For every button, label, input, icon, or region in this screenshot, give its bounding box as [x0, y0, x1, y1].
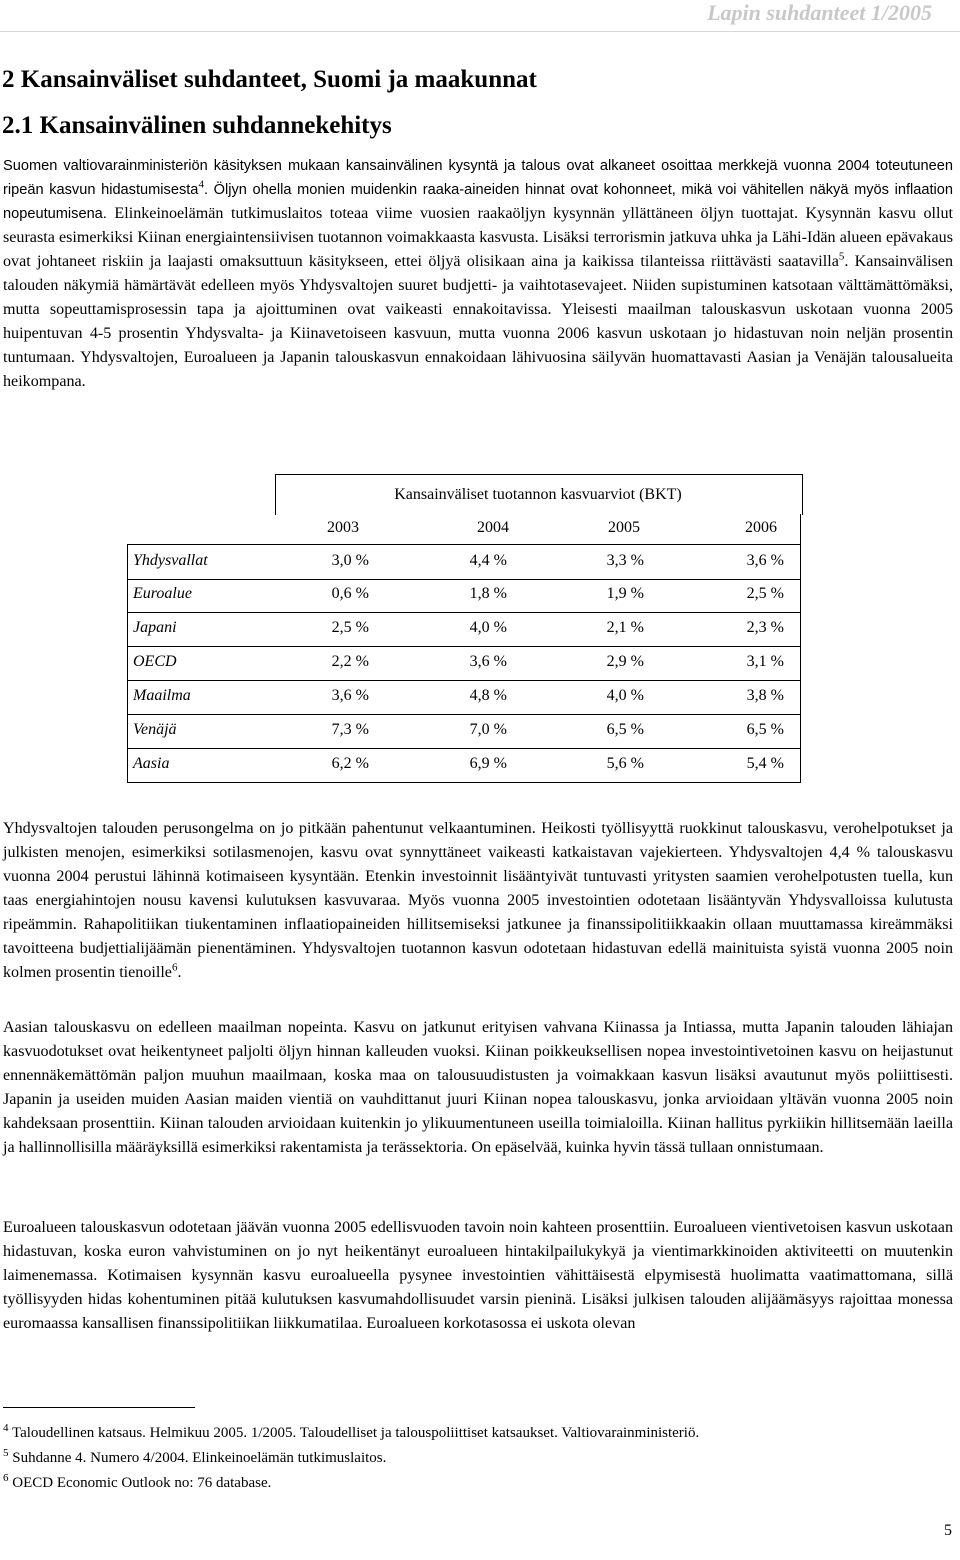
country-label: Venäjä [133, 721, 177, 738]
table-cell: 2,3 % [746, 619, 784, 636]
table-cell: 4,4 % [469, 552, 507, 569]
table-cell: 4,0 % [469, 619, 507, 636]
table-row [127, 646, 801, 681]
table-year-header [127, 519, 801, 543]
paragraph-2: Yhdysvaltojen talouden perusongelma on jo pitkään pahentunut velkaantuminen. Heikosti työllisyyttä ruokkinut talouskasvu, verohelpotukset ja julkisten menojen, esimerkiksi sotilasmenojen, kasvu ovat synnyttäneet vaikeasti katkaistavan vajekierteen. Yhdysvaltojen 4,4 % talouskasvu vuonna 2004 perustui lähinnä kotimaiseen kysyntään. Etenkin investoinnit lisääntyivät tuntuvasti yritysten saamien verohelpotusten tuella, kun taas energiahintojen nousu kavensi kulutuksen kasvuvaraa. Myös vuonna 2005 investointien odotetaan lisääntyvän Yhdysvalloissa kulutusta ripeämmin. Rahapolitiikan tiukentaminen inflaatiopaineiden hillitsemiseksi jatkunee ja finanssipolitiikkaakin ollaan muuttamassa kireämmäksi tavoitteena budjettialijäämän pienentäminen. Yhdysvaltojen tuotannon kasvun odotetaan hidastuvan edellä mainituista syistä vuonna 2005 noin kolmen prosentin tienoille$^6$. [3, 820, 953, 981]
table-cell: 3,8 % [746, 687, 784, 704]
section-heading: 2 Kansainväliset suhdanteet, Suomi ja maakunnat [2, 66, 537, 93]
table-cell: 3,6 % [469, 653, 507, 670]
year-header: 2003 [327, 519, 359, 536]
country-label: Maailma [133, 687, 191, 704]
table-cell: 7,3 % [331, 721, 369, 738]
table-cell: 3,6 % [746, 552, 784, 569]
table-row [127, 612, 801, 647]
footnote: $^5$ Suhdanne 4. Numero 4/2004. Elinkeinoelämän tutkimuslaitos. [3, 1447, 387, 1466]
table-cell: 6,2 % [331, 755, 369, 772]
footnote: $^6$ OECD Economic Outlook no: 76 database. [3, 1472, 272, 1491]
footnote-ref-4: 4 [198, 178, 204, 191]
table-cell: 3,6 % [331, 687, 369, 704]
table-row [127, 714, 801, 749]
table-cell: 0,6 % [331, 585, 369, 602]
table-cell: 2,9 % [606, 653, 644, 670]
table-row [127, 680, 801, 715]
table-cell: 6,5 % [606, 721, 644, 738]
table-cell: 5,4 % [746, 755, 784, 772]
paragraph-1: Suomen valtiovarainministeriön käsityksen mukaan kansainvälinen kysyntä ja talous ovat alkaneet osoittaa merkkejä vuonna 2004 toteutuneen ripeän kasvun hidastumisesta$^4$. Öljyn ohella monien muidenkin raaka-aineiden hinnat ovat kohonneet, mikä voi vähitellen näkyä myös inflaation nopeutumisena. Elinkeinoelämän tutkimuslaitos toteaa viime vuosien raakaöljyn kysynnän yllättäneen öljyn tuottajat. Kysynnän kasvu ollut seurasta esimerkiksi Kiinan energiaintensiivisen tuotannon voimakkaasta kasvusta. Lisäksi terrorismin jatkuva uhka ja Lähi-Idän alueen epävakaus ovat johtaneet riskiin ja laajasti omaksuttuun käsitykseen, ettei öljyä olisikaan aina ja kaikissa tilanteissa riittävästi saatavilla$^5$. Kansainvälisen talouden näkymiä hämärtävät edelleen myös Yhdysvaltojen suuret budjetti- ja vaihtotasevajeet. Niiden supistuminen katsotaan välttämättömäksi, mutta sopeuttamisprosessin tapa ja ajoittuminen ovat vaikeasti ennakoitavissa. Yleisesti maailman talouskasvun uskotaan vuonna 2005 huipentuvan 4-5 prosentin Yhdysvalta- ja Kiinavetoiseen kasvuun, mutta vuonna 2006 kasvun uskotaan jo hidastuvan noin neljän prosentin tuntumaan. Yhdysvaltojen, Euroalueen ja Japanin talouskasvun ennakoidaan lähivuosina säilyvän huomattavasti Aasian ja Venäjän talousalueita heikompana. [3, 158, 953, 390]
table-cell: 5,6 % [606, 755, 644, 772]
table-cell: 2,5 % [331, 619, 369, 636]
table-cell: 2,5 % [746, 585, 784, 602]
table-cell: 3,1 % [746, 653, 784, 670]
footnote-ref-5: 5 [838, 250, 845, 263]
year-header: 2004 [477, 519, 509, 536]
table-cell: 3,3 % [606, 552, 644, 569]
table-cell: 2,1 % [606, 619, 644, 636]
subsection-heading: 2.1 Kansainvälinen suhdannekehitys [2, 112, 392, 139]
header-rule [0, 31, 960, 32]
table-cell: 6,5 % [746, 721, 784, 738]
footnote-ref-6: 6 [171, 961, 178, 974]
table-title: Kansainväliset tuotannon kasvuarviot (BKT) [394, 486, 682, 503]
table-cell: 4,0 % [606, 687, 644, 704]
table-cell: 3,0 % [331, 552, 369, 569]
country-label: Aasia [133, 755, 170, 772]
table-row [127, 578, 801, 613]
country-label: Japani [133, 619, 177, 636]
table-row [127, 544, 801, 580]
year-header: 2005 [608, 519, 640, 536]
table-cell: 1,9 % [606, 585, 644, 602]
footnote-rule [3, 1407, 195, 1408]
table-cell: 1,8 % [469, 585, 507, 602]
table-cell: 4,8 % [469, 687, 507, 704]
table-cell: 6,9 % [469, 755, 507, 772]
country-label: Yhdysvallat [133, 552, 208, 569]
page-number: 5 [944, 1522, 952, 1539]
footnote: $^4$ Taloudellinen katsaus. Helmikuu 2005. 1/2005. Taloudelliset ja talouspoliittiset katsaukset. Valtiovarainministeriö. [3, 1422, 700, 1441]
table-cell: 2,2 % [331, 653, 369, 670]
year-header: 2006 [745, 519, 777, 536]
country-label: OECD [133, 653, 177, 670]
paragraph-4: Euroalueen talouskasvun odotetaan jäävän vuonna 2005 edellisvuoden tavoin noin kahteen prosenttiin. Euroalueen vientivetoisen kasvun uskotaan hidastuvan, koska euron vahvistuminen on jo nyt heikentänyt euroalueen hintakilpailukykyä ja vientimarkkinoiden aktiviteetti on muutenkin laimenemassa. Kotimaisen kysynnän kasvu euroalueella pysynee investointien vähittäisestä elpymisestä huolimatta vaatimattomana, sillä työllisyyden hidas kohentuminen pitää kulutuksen kasvumahdollisuudet varsin pieninä. Lisäksi julkisen talouden alijäämäsyys rajoittaa monessa euromaassa kansallisen finanssipolitiikan liikkumatilaa. Euroalueen korkotasossa ei uskota olevan [3, 1219, 953, 1332]
paragraph-3: Aasian talouskasvu on edelleen maailman nopeinta. Kasvu on jatkunut erityisen vahvana Kiinassa ja Intiassa, mutta Japanin talouden lähiajan kasvuodotukset ovat heikentyneet paljolti öljyn hinnan kalleuden vuoksi. Kiinan poikkeuksellisen nopea investointivetoinen kasvu on heijastunut ennennäkemättömän paljon muuhun maailmaan, koska maa on talousuudistusten ja voimakkaan kasvun lisäksi avautunut myös poliittisesti. Japanin ja useiden muiden Aasian maiden vientiä on vauhdittanut juuri Kiinan nopea talouskasvu, jonka arvioidaan yltävän vuonna 2005 noin kahdeksaan prosenttiin. Kiinan talouden arvioidaan kuitenkin jo ylikuumentuneen useilla toimialoilla. Kiinan hallitus pyrkiikin hillitsemään laeilla ja hallinnollisilla määräyksillä esimerkiksi rakentamista ja terässektoria. On epäselvää, kuinka hyvin tässä tullaan onnistumaan. [3, 1019, 953, 1156]
table-cell: 7,0 % [469, 721, 507, 738]
country-label: Euroalue [133, 585, 192, 602]
running-header-title: Lapin suhdanteet 1/2005 [707, 0, 932, 25]
table-row [127, 748, 801, 783]
